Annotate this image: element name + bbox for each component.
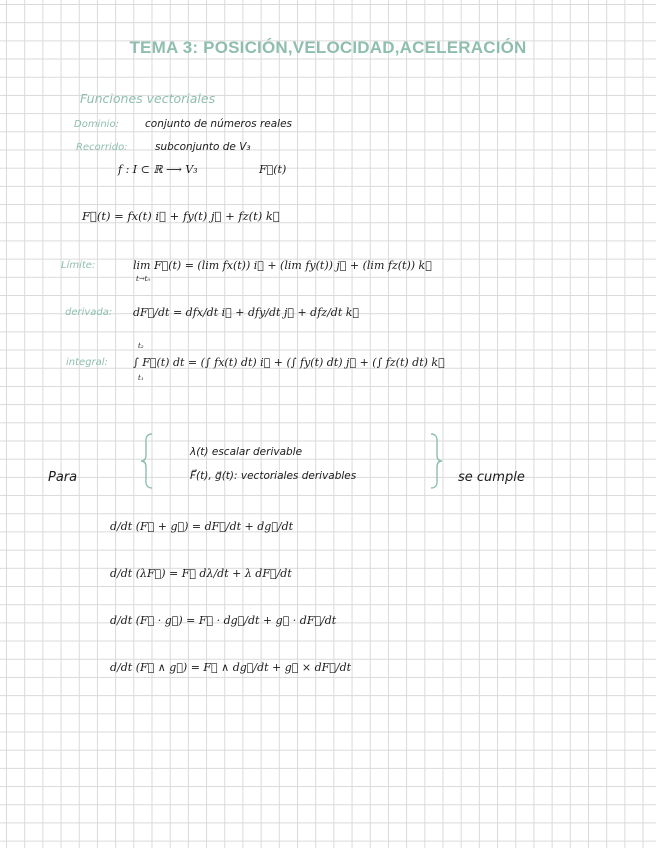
recorrido-text: subconjunto de V₃ bbox=[155, 141, 251, 153]
rule-sum: d/dt (F⃗ + g⃗) = dF⃗/dt + dg⃗/dt bbox=[110, 520, 294, 533]
para-line-scalar: λ(t) escalar derivable bbox=[190, 446, 303, 458]
right-brace bbox=[428, 433, 444, 489]
integral-upper-limit: t₂ bbox=[138, 342, 144, 350]
recorrido-label: Recorrido: bbox=[76, 142, 128, 153]
rule-dot-product: d/dt (F⃗ · g⃗) = F⃗ · dg⃗/dt + g⃗ · dF⃗/dt bbox=[110, 614, 337, 627]
vector-definition: F⃗(t) = fx(t) i⃗ + fy(t) j⃗ + fz(t) k⃗ bbox=[82, 209, 280, 223]
section-heading: Funciones vectoriales bbox=[80, 91, 216, 106]
limite-label: Límite: bbox=[61, 260, 96, 271]
limite-expression: lim F⃗(t) = (lim fx(t)) i⃗ + (lim fy(t)) j⃗ + (lim fz(t)) k⃗ bbox=[133, 259, 432, 272]
se-cumple-text: se cumple bbox=[458, 470, 525, 485]
integral-label: integral: bbox=[66, 357, 108, 368]
left-brace bbox=[140, 433, 156, 489]
derivada-expression: dF⃗/dt = dfx/dt i⃗ + dfy/dt j⃗ + dfz/dt k⃗ bbox=[133, 306, 360, 319]
page-title: TEMA 3: POSICIÓN,VELOCIDAD,ACELERACIÓN bbox=[129, 38, 527, 57]
integral-expression: ∫ F⃗(t) dt = (∫ fx(t) dt) i⃗ + (∫ fy(t) dt) j⃗ + (∫ fz(t) dt) k⃗ bbox=[133, 356, 445, 369]
mapping-vector: F⃗(t) bbox=[259, 163, 287, 176]
mapping-expression: f : I ⊂ ℝ ⟶ V₃ bbox=[118, 163, 198, 176]
dominio-text: conjunto de números reales bbox=[145, 118, 293, 130]
rule-scalar-product: d/dt (λF⃗) = F⃗ dλ/dt + λ dF⃗/dt bbox=[110, 567, 292, 580]
para-word: Para bbox=[48, 470, 78, 485]
limite-subscript: t→t₀ bbox=[136, 275, 151, 283]
derivada-label: derivada: bbox=[65, 307, 113, 318]
dominio-label: Dominio: bbox=[74, 119, 119, 130]
para-line-vectors: F⃗(t), g⃗(t): vectoriales derivables bbox=[190, 470, 357, 482]
rule-cross-product: d/dt (F⃗ ∧ g⃗) = F⃗ ∧ dg⃗/dt + g⃗ × dF⃗/dt bbox=[110, 661, 352, 674]
integral-lower-limit: t₁ bbox=[138, 374, 144, 382]
